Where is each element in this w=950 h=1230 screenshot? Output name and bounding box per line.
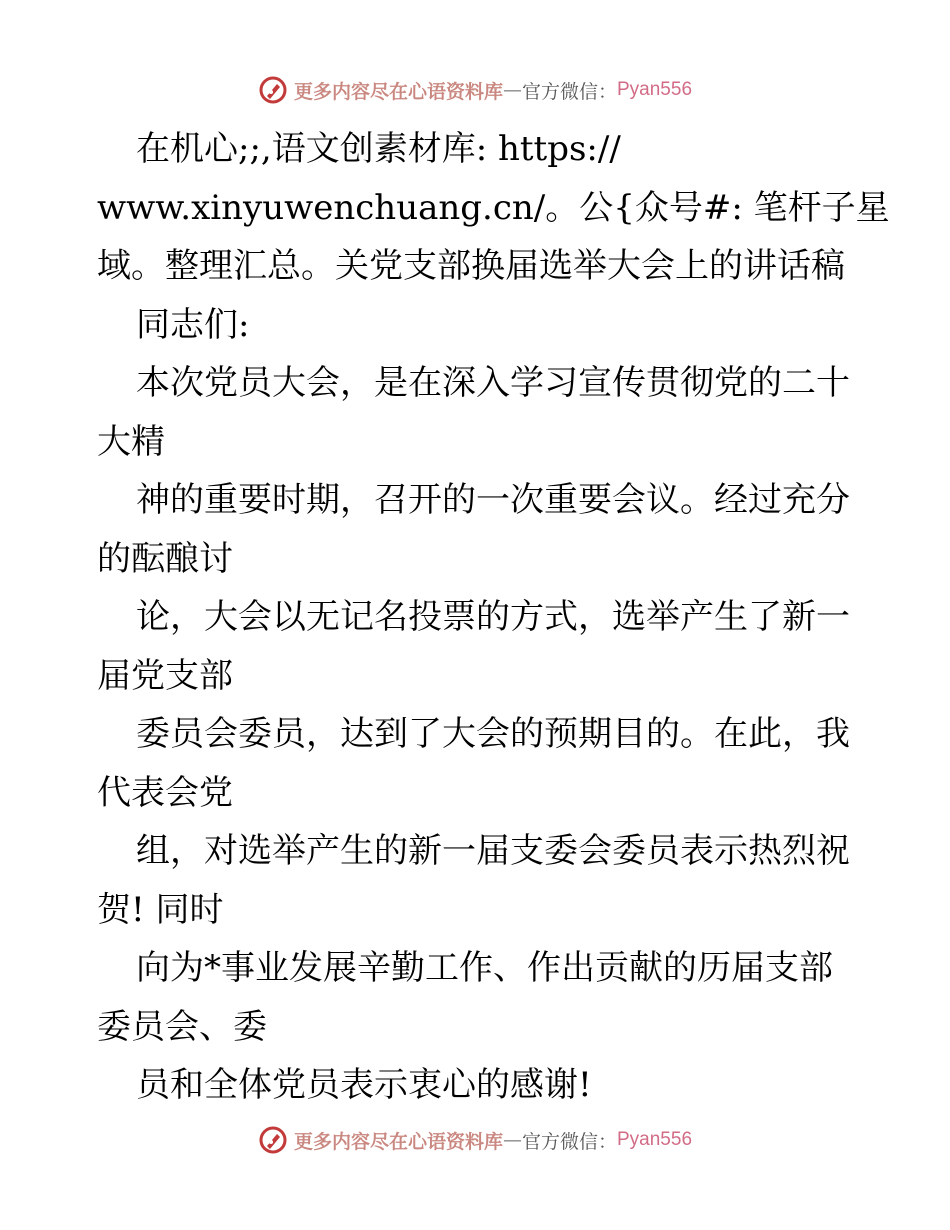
footer-banner (0, 1120, 950, 1160)
text-line: 本次党员大会，是在深入学习宣传贯彻党的二十 (136, 363, 850, 403)
text-line: 向为*事业发展辛勤工作、作出贡献的历届支部 (136, 948, 833, 988)
banner-wechat-label: 官方微信： (521, 1130, 617, 1153)
text-line: 论，大会以无记名投票的方式，选举产生了新一 (136, 597, 850, 637)
banner-wechat-id: Pyan556 (617, 1129, 693, 1150)
banner-main-text: 更多内容尽在心语资料库 (293, 1130, 503, 1153)
text-line: 同志们: (136, 304, 250, 345)
banner-dash: — (502, 1129, 522, 1151)
text-line: 委员会、委 (97, 1006, 267, 1047)
pen-logo-icon (258, 1125, 288, 1155)
text-line: 委员会委员，达到了大会的预期目的。在此，我 (136, 714, 850, 754)
banner-wechat-label: 官方微信： (521, 80, 617, 103)
text-line: 域。整理汇总。关党支部换届选举大会上的讲话稿 (97, 246, 845, 286)
text-line: 员和全体党员表示衷心的感谢! (136, 1065, 592, 1105)
text-line: 神的重要时期，召开的一次重要会议。经过充分 (136, 480, 850, 520)
banner-dash: — (502, 79, 522, 101)
text-line: www.xinyuwenchuang.cn/。公{众号#: 笔杆子星 (97, 187, 890, 228)
text-line: 届党支部 (97, 655, 233, 696)
text-line: 组，对选举产生的新一届支委会委员表示热烈祝 (136, 831, 850, 871)
header-banner (0, 70, 950, 110)
text-line: 贺! 同时 (97, 889, 224, 930)
banner-wechat-id: Pyan556 (617, 79, 693, 100)
banner-main-text: 更多内容尽在心语资料库 (293, 80, 503, 103)
text-line: 的酝酿讨 (97, 538, 233, 579)
text-line: 在机心;;,语文创素材库: https:// (136, 129, 621, 169)
pen-logo-icon (258, 75, 288, 105)
document-body (97, 120, 890, 1115)
text-line: 代表会党 (97, 772, 233, 813)
text-line: 大精 (97, 421, 165, 462)
